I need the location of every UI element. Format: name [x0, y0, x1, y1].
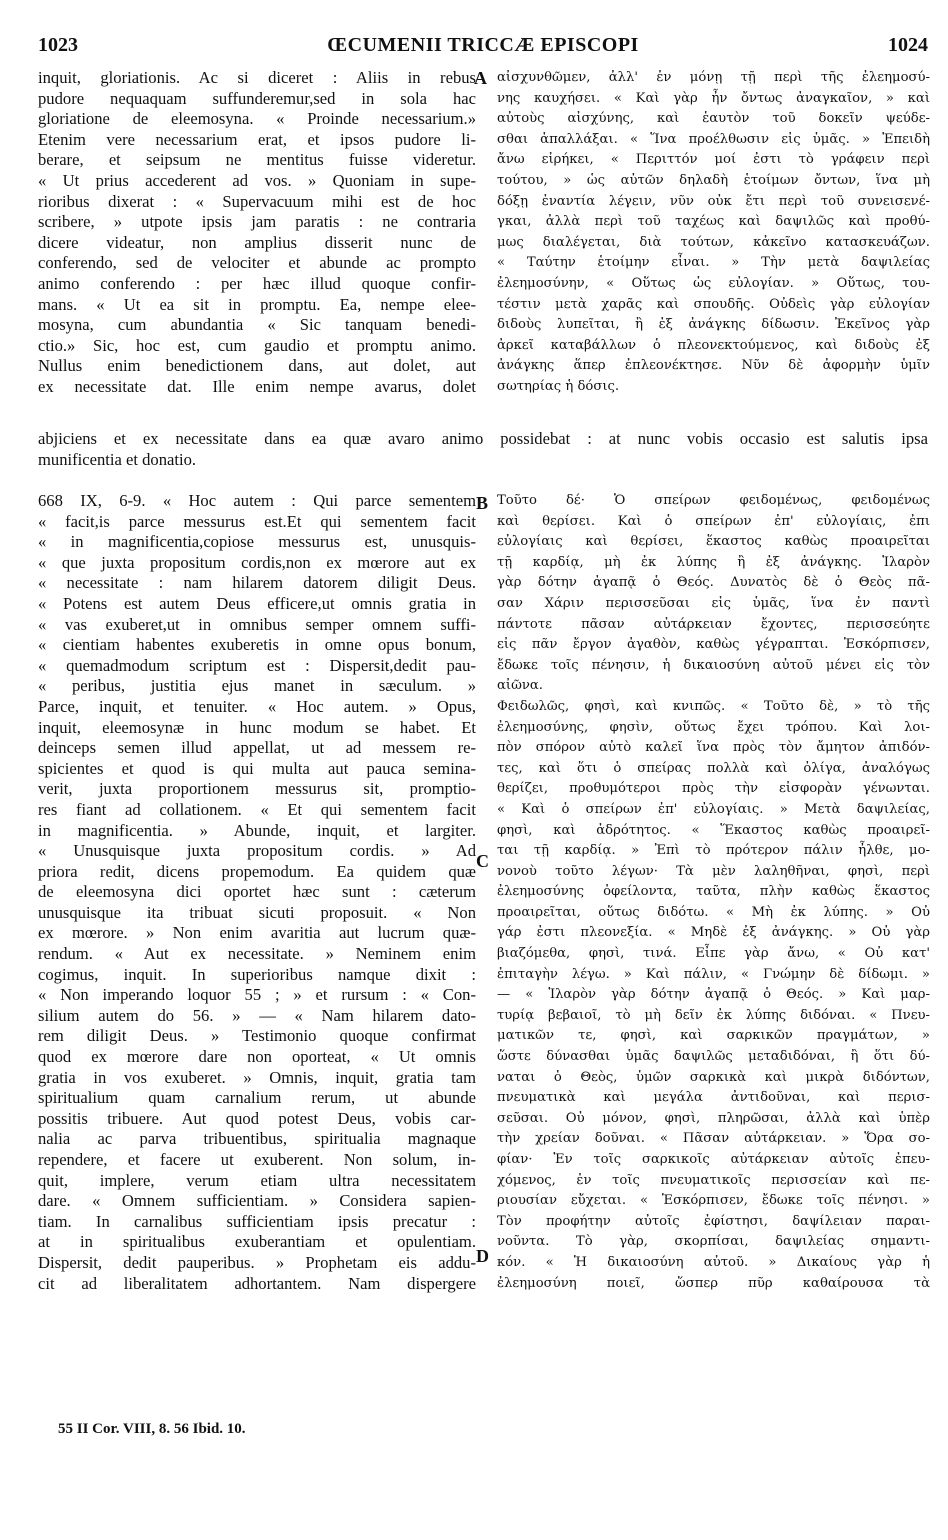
text-line: εὐλογίαις καὶ θερίσει, ἕκαστος καθὼς προαιρεῖται — [497, 534, 930, 550]
text-line: mosyna, cum abundantia « Sic tanquam benedi- — [38, 315, 476, 335]
text-line: Τοῦτο δέ· Ὁ σπείρων φειδομένως, φειδομένως — [497, 493, 930, 508]
margin-marker-d: D — [476, 1246, 489, 1266]
text-line: σαν Χάριν περισσεῦσαι εἰς ὑμᾶς, ἵνα ἐν παντὶ — [497, 595, 930, 611]
text-line: inquit, gloriationis. Ac si diceret : Aliis in rebus — [38, 68, 476, 87]
text-line: priora redit, dicens propemodum. Ea quidem quæ — [38, 861, 476, 881]
text-line: τῇ καρδίᾳ, μὴ ἐκ λύπης ἢ ἐξ ἀνάγκης. Ἱλαρὸν — [497, 554, 930, 570]
text-line: spiritualium quam carnalium rerum, ut abunde — [38, 1088, 476, 1108]
text-line: spicientes et quod is qui multa aut pauca semina- — [38, 758, 476, 778]
text-line: σωτηρίας ἡ δόσις. — [497, 378, 620, 394]
text-line: Parce, inquit, et tenuiter. « Hoc autem. » Opus, — [38, 696, 476, 716]
text-line: « Potens est autem Deus efficere,ut omnis gratia in — [38, 593, 476, 613]
text-line: gratia in vos exuberet. » Omnis, inquit, gratia tam — [38, 1067, 476, 1087]
text-line: « Ut prius accederent ad vos. » Quoniam in supe- — [38, 170, 476, 190]
text-line: προαιρεῖται, οὕτως διδότω. « Μὴ ἐκ λύπης. » Οὐ — [497, 904, 930, 920]
text-line: inquit, eleemosynæ in hunc modum se habet. Et — [38, 717, 476, 737]
text-line: scribere, » utpote ipsis jam paratis : ne contraria — [38, 212, 476, 232]
text-line: ἐπιταγὴν λέγω. » Καὶ πάλιν, « Γνώμην δὲ δίδωμι. » — [497, 966, 930, 982]
footnote: 55 II Cor. VIII, 8. 56 Ibid. 10. — [58, 1421, 246, 1437]
text-line: ἄνω εἰρήκει, « Περιττόν μοί ἐστι τὸ γράφειν περὶ — [497, 152, 930, 168]
text-line: ματικῶν τε, φησὶ, καὶ σαρκικῶν πραγμάτων, » — [497, 1028, 930, 1044]
text-line: Etenim vere necessarium erat, et ipsos pudore li- — [38, 129, 476, 149]
text-line: rem diligit Deus. » Testimonio quoque confirmat — [38, 1026, 476, 1046]
page-number-left: 1023 — [38, 34, 78, 56]
text-line: τες, καὶ ὅτι ὁ σπείρας πολλὰ καὶ ὀλίγα, ἀναλόγως — [497, 760, 930, 776]
greek-column-top — [497, 68, 930, 398]
text-line: ἀρκεῖ καταβάλλων ὁ πλεονεκτούμενος, καὶ διδοὺς ἐξ — [497, 337, 930, 353]
text-line: Τὸν προφήτην αὐτοῖς ἐφίστησι, δαψίλειαν παραι- — [497, 1213, 930, 1229]
text-line: ex necessitate dat. Ille enim nempe avarus, dolet — [38, 376, 476, 396]
text-line: Φειδωλῶς, φησὶ, καὶ κνιπῶς. « Τοῦτο δὲ, » τὸ τῆς — [497, 698, 930, 714]
text-line: « facit,is parce messurus est.Et qui sementem facit — [38, 511, 476, 531]
text-line: καὶ θερίσει. Καὶ ὁ σπείρων ἐπ' εὐλογίαις, ἐπι — [497, 513, 930, 529]
text-line: πὸν σπόρον αὐτὸ καλεῖ ἵνα πρὸς τὸν ἄμητον ἀπιδόν- — [497, 740, 930, 756]
text-line: ἐλεημοσύνης ὀφείλοντα, ταῦτα, πλὴν καθὼς ἕκαστος — [497, 884, 930, 900]
text-line: μως διαλέγεται, διὰ τούτων, κἀκεῖνο κατασκευάζων. — [497, 234, 930, 250]
text-line: « necessitate : nam hilarem datorem diligit Deus. — [38, 573, 476, 593]
text-line: rependere, et facere ut exuberent. Non solum, in- — [38, 1150, 476, 1169]
text-line: — « Ἱλαρὸν γὰρ δότην ἀγαπᾷ ὁ Θεός. » Καὶ μαρ- — [497, 987, 930, 1003]
text-line: rioribus dixerat : « Supervacuum mihi est de hoc — [38, 191, 476, 211]
text-line: « Unusquisque juxta propositum cordis. » Ad — [38, 841, 476, 861]
text-line: κόν. « Ἡ δικαιοσύνη αὐτοῦ. » Δικαίους γὰρ ἡ — [497, 1254, 930, 1270]
text-line: Dispersit, dedit pauperibus. » Prophetam eis addu- — [38, 1252, 476, 1272]
text-line: νοῦντα. Τὸ γὰρ, σκορπίσαι, δαψιλείας σημαντι- — [497, 1234, 930, 1250]
text-line: conferendo, sed de velociter et abunde ac prompto — [38, 253, 476, 273]
running-title: ŒCUMENII TRICCÆ EPISCOPI — [327, 34, 639, 56]
text-line: cit ad liberalitatem adhortantem. Nam dispergere — [38, 1273, 476, 1293]
margin-marker-a: A — [474, 68, 487, 88]
text-line: πάντοτε πᾶσαν αὐτάρκειαν ἔχοντες, περισσεύητε — [497, 616, 930, 632]
text-line: at in spiritualibus exuberantiam et opulentiam. — [38, 1232, 476, 1252]
text-line: νονοὺ τοῦτο λέγων· Τὰ μὲν λαληθῆναι, φησὶ, περὶ — [497, 863, 930, 879]
greek-column-bottom — [497, 491, 930, 1294]
text-line: rendum. « Aut ex necessitate. » Neminem enim — [38, 944, 476, 964]
text-line: αἰῶνα. — [497, 678, 543, 694]
text-line: verit, juxta proportionem messurus sit, promptio- — [38, 779, 476, 799]
latin-line: munificentia et donatio. — [38, 449, 197, 469]
text-line: γὰρ δότην ἀγαπᾷ ὁ Θεός. Δυνατὸς δὲ ὁ Θεὸς πᾶ- — [497, 575, 930, 591]
text-line: 668 IX, 6-9. « Hoc autem : Qui parce sementem — [38, 491, 476, 510]
text-line: ἐλεημοσύνη ποιεῖ, ὥσπερ πῦρ καθαίρουσα τὰ — [497, 1275, 930, 1291]
text-line: δόξῃ ἐναντία λέγειν, νῦν οὐκ ἔτι περὶ τοῦ συνεισενέ- — [497, 193, 930, 209]
text-line: θερίζει, προθυμότεροι πρὸς τὴν εἰσφορὰν γένωνται. — [497, 781, 930, 797]
text-line: silium autem do 56. » — « Nam hilarem dato- — [38, 1005, 476, 1025]
page-header — [38, 34, 928, 64]
text-line: ται τῇ καρδίᾳ. » Ἐπὶ τὸ πρότερον πάλιν ἦλθε, μο- — [497, 843, 930, 859]
text-line: unusquisque ita tribuat sicuti proposuit. « Non — [38, 902, 476, 922]
text-line: αἰσχυνθῶμεν, ἀλλ' ἐν μόνῃ τῇ περὶ τῆς ἐλεημοσύ- — [497, 70, 930, 85]
text-line: « in magnificentia,copiose messurus est, unusquis- — [38, 532, 476, 552]
text-line: ἀνάγκης ἅπερ ἐπλεονέκτησε. Νῦν δὲ ἀφορμὴν ὑμῖν — [497, 358, 930, 374]
text-line: ριουσίαν εὔχεται. « Ἐσκόρπισεν, ἔδωκε τοῖς πένησι. » — [497, 1193, 930, 1209]
text-line: dare. « Omnem sufficientiam. » Considera sapien- — [38, 1191, 476, 1211]
text-line: quod ex mœrore dare non oporteat, « Ut omnis — [38, 1047, 476, 1067]
text-line: de eleemosyna dici oportet hæc sunt : cæterum — [38, 882, 476, 902]
text-line: « que juxta propositum cordis,non ex mœrore aut ex — [38, 552, 476, 572]
text-line: res fiant ad collationem. « Et qui sementem facit — [38, 799, 476, 819]
text-line: εἰς πᾶν ἔργον ἀγαθὸν, καθὼς γέγραπται. Ἐσκόρπισεν, — [497, 637, 930, 653]
text-line: tiam. In carnalibus sufficientiam ipsis precatur : — [38, 1211, 476, 1231]
text-line: in magnificentia. » Abunde, inquit, et largiter. — [38, 820, 476, 840]
margin-marker-c: C — [476, 851, 489, 871]
text-line: τέστιν μετὰ χαρᾶς καὶ σπουδῆς. Οὐδεὶς γὰρ εὐλογίαν — [497, 296, 930, 312]
text-line: cogimus, inquit. In superioribus namque dixit : — [38, 964, 476, 984]
text-line: berare, et seipsum ne mentitus fuisse videretur. — [38, 150, 476, 170]
text-line: διδοὺς λυπεῖται, ἢ ἐξ ἀνάγκης δίδωσιν. Ἐκεῖνος γὰρ — [497, 317, 930, 333]
text-line: « Καὶ ὁ σπείρων ἐπ' εὐλογίαις. » Μετὰ δαψιλείας, — [497, 801, 930, 817]
text-line: Nullus enim benedictionem dans, aut dolet, aut — [38, 356, 476, 376]
text-line: ex mœrore. » Non enim avaritia aut lucrum quæ- — [38, 923, 476, 943]
text-line: φησὶ, καὶ ἀδρότητος. « Ἕκαστος καθὼς προαιρεῖ- — [497, 822, 930, 838]
text-line: σθαι ἀπαλλάξαι. « Ἵνα προέλθωσιν εἰς ὑμᾶς. » Ἐπειδὴ — [497, 131, 930, 147]
text-line: αὐτοὺς αἰσχύνης, καὶ ἑαυτὸν τοῦ δοκεῖν ψεύδε- — [497, 111, 930, 127]
text-line: dicere videatur, non amplius disserit nunc de — [38, 232, 476, 252]
text-line: nalia ac parva tribuentibus, spiritualia magnaque — [38, 1129, 476, 1149]
text-line: « peribus, justitia ejus manet in sæculum. » — [38, 676, 476, 696]
text-line: γκαι, ἀλλὰ περὶ τοῦ ταχέως καὶ δαψιλῶς καὶ προθύ- — [497, 214, 930, 230]
text-line: νης καυχήσει. « Καὶ γὰρ ἦν ὄντως ἀναγκαῖον, » καὶ — [497, 90, 930, 106]
text-line: deinceps semen illud appellat, ut ad messem re- — [38, 738, 476, 758]
text-line: τυρίᾳ βεβαιοῖ, τὸ μὴ δεῖν ἐκ λύπης διδόναι. « Πνευ- — [497, 1007, 930, 1023]
page-number-right: 1024 — [888, 34, 928, 56]
text-line: « quemadmodum scriptum est : Dispersit,dedit pau- — [38, 655, 476, 675]
text-line: ctio.» Sic, hoc est, cum gaudio et promptu animo. — [38, 335, 476, 355]
text-line: pudore nequaquam suffunderemur,sed in sola hac — [38, 88, 476, 108]
text-line: ὥστε δύνασθαι ὑμᾶς δαψιλῶς μεταδιδόναι, ἢ ὅτι δύ- — [497, 1049, 930, 1065]
text-line: σεῦσαι. Οὐ μόνον, φησὶ, πληρῶσαι, ἀλλὰ καὶ ὑπὲρ — [497, 1110, 930, 1126]
text-line: « vas exuberet,ut in omnibus semper omnem suffi- — [38, 614, 476, 634]
wide-text-line: abjiciens et ex necessitate dans ea quæ avaro animo possidebat : at nunc vobis occasio est salutis ipsa — [38, 429, 928, 448]
latin-column-top — [38, 68, 476, 398]
text-line: τὴν χρείαν δοῦναι. « Πᾶσαν αὐτάρκειαν. » Ὅρα σο- — [497, 1131, 930, 1147]
text-line: « Ταύτην ἑτοίμην εἶναι. » Τὴν μετὰ δαψιλείας — [497, 255, 930, 271]
text-line: πνευματικὰ καὶ μεγάλα ἀντιδοῦναι, καὶ περισ- — [497, 1090, 930, 1106]
text-line: φίαν· Ἐν τοῖς σαρκικοῖς αὐτάρκειαν αὐτοῖς ἐπευ- — [497, 1152, 930, 1167]
latin-column-bottom — [38, 491, 476, 1294]
text-line: mans. « Ut ea sit in promptu. Ea, nempe elee- — [38, 294, 476, 314]
text-line: γάρ ἐστι πλεονεξία. « Μηδὲ ἐξ ἀνάγκης. » Οὐ γὰρ — [497, 925, 930, 941]
text-line: ἔδωκε τοῖς πένησιν, ἡ δικαιοσύνη αὐτοῦ μένει εἰς τὸν — [497, 657, 930, 673]
full-width-line — [38, 429, 928, 470]
text-line: βιαζόμεθα, φησὶ, τινά. Εἶπε γὰρ ἄνω, « Οὐ κατ' — [497, 946, 930, 962]
text-line: ἐλεημοσύνης, φησὶν, οὕτως ἔχει τρόπου. Καὶ λοι- — [497, 719, 930, 735]
text-line: « Non imperando loquor 55 ; » et rursum : « Con- — [38, 985, 476, 1005]
text-line: gloriatione de eleemosyna. « Proinde necessarium.» — [38, 109, 476, 129]
text-line: animo conferendo : per hæc illud quoque confir- — [38, 273, 476, 293]
text-line: quit, implere, verum etiam ultra necessitatem — [38, 1170, 476, 1190]
text-line: ἐλεημοσύνην, « Οὕτως ὡς εὐλογίαν. » Οὕτως, του- — [497, 275, 930, 291]
text-line: χόμενος, ἐν τοῖς πνευματικοῖς περισσείαν καὶ πε- — [497, 1172, 930, 1188]
text-line: ναται ὁ Θεὸς, ὑμῶν σαρκικὰ καὶ μικρὰ διδόντων, — [497, 1069, 930, 1085]
text-line: possitis tribuere. Aut quod potest Deus, vobis car- — [38, 1108, 476, 1128]
text-line: τούτου, » ὡς αὐτῶν δηλαδὴ ἑτοίμων ὄντων, ἵνα μὴ — [497, 172, 930, 188]
text-line: « cientiam habentes exuberetis in omne opus bonum, — [38, 635, 476, 655]
margin-marker-b: B — [476, 493, 489, 513]
